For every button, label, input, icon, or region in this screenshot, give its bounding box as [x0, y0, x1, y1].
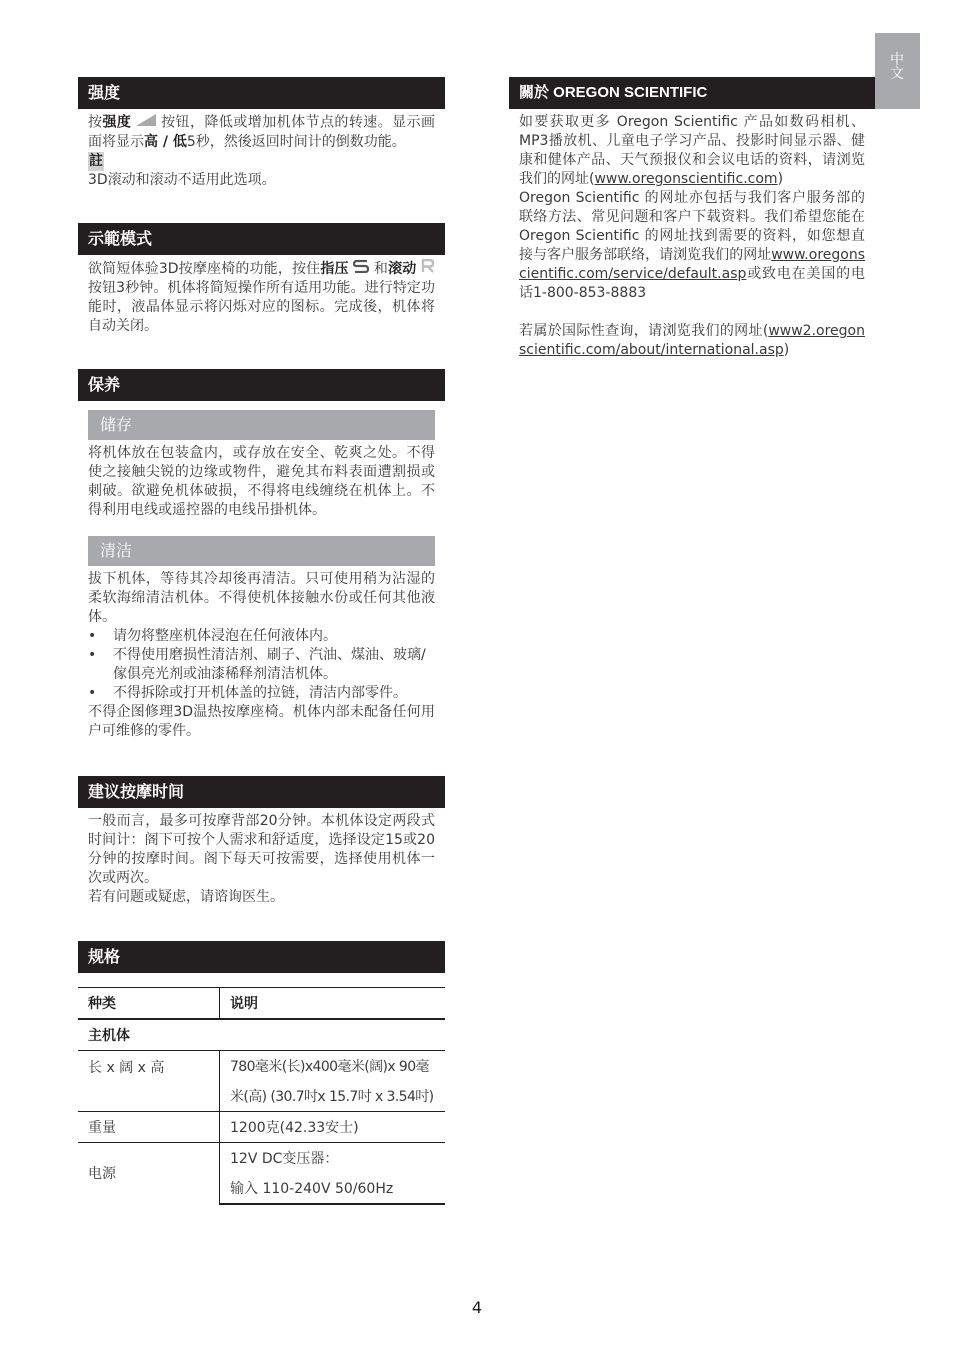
strength-bold-label: 强度 [102, 114, 132, 131]
spec-col-desc: 说明 [220, 987, 446, 1019]
note-text: 3D滚动和滚动不适用此选项。 [88, 171, 276, 188]
s-icon [353, 259, 369, 279]
cleaning-paragraph: 拔下机体，等待其冷却後再清洁。只可使用稍为沾湿的柔软海绵清洁机体。不得使机体接触水份或任何其他液体。 [88, 570, 435, 625]
table-row [78, 1142, 445, 1173]
about-text-f: ) [783, 342, 790, 358]
strength-text-c: 5秒，然後返回时间计的倒数功能。 [186, 133, 406, 150]
demo-paragraph [78, 259, 445, 336]
storage-subheading: 储存 [88, 410, 435, 440]
cleaning-end-paragraph: 不得企图修理3D温热按摩座椅。机体内部未配备任何用户可维修的零件。 [88, 703, 435, 739]
spec-value: 输入 110-240V 50/60Hz [220, 1173, 446, 1204]
list-item: • 不得使用磨损性清洁剂、刷子、汽油、煤油、玻璃/傢俱亮光剂或油漆稀释剂清洁机体。 [88, 646, 435, 684]
page-number: 4 [471, 1298, 483, 1317]
massage-time-paragraph: 一般而言，最多可按摩背部20分钟。本机体设定两段式时间计：阁下可按个人需求和舒适度，选择设定15或20分钟的按摩时间。阁下每天可按需要，选择使用机体一次或两次。 [88, 812, 435, 886]
massage-time-advice: 若有问题或疑虑，请谘询医生。 [88, 888, 284, 905]
international-link[interactable]: www2.oregonscientific.com/about/international.asp [519, 323, 865, 358]
spec-key: 重量 [78, 1111, 220, 1142]
note-label: 註 [89, 152, 103, 169]
spec-value: 米(高) (30.7吋x 15.7吋 x 3.54吋) [230, 1088, 434, 1105]
list-item: • 请勿将整座机体浸泡在任何液体内。 [88, 627, 435, 646]
website-link[interactable]: www.oregonscientific.com [594, 171, 778, 187]
about-paragraph-2 [509, 189, 875, 303]
strength-paragraph [78, 113, 445, 152]
language-tab [875, 33, 920, 109]
demo-text-b: 按钮3秒钟。机体将简短操作所有适用功能。进行特定功能时，液晶体显示将闪烁对应的图标。完成後，机体将自动关闭。 [88, 279, 435, 334]
spec-key: 电源 [78, 1142, 220, 1204]
table-row [78, 1111, 445, 1142]
demo-heading: 示範模式 [78, 223, 445, 255]
storage-paragraph: 将机体放在包装盒内，或存放在安全、乾爽之处。不得使之接触尖锐的边缘或物件，避免其布料表面遭割损或刺破。欲避免机体破损，不得将电线缠绕在机体上。不得利用电线或遥控器的电线吊掛机体。 [88, 444, 435, 518]
massage-time-heading: 建议按摩时间 [78, 776, 445, 808]
left-column [78, 77, 445, 1205]
right-column [509, 77, 875, 360]
demo-bold-acupressure: 指压 [320, 260, 349, 277]
spec-col-type: 种类 [78, 987, 220, 1019]
table-row [78, 1050, 445, 1081]
about-text-a: 如要获取更多 Oregon Scientific 产品如数码相机、MP3播放机、儿童电子学习产品、投影时间显示器、健康和健体产品、天气预报仪和会议电话的资料，请浏览我们的网址( [519, 114, 865, 187]
spec-table [78, 987, 445, 1205]
demo-bold-roll: 滚动 [388, 260, 417, 277]
spec-key: 长 x 阔 x 高 [78, 1050, 220, 1111]
about-text-e: 若属於国际性查询，请浏览我们的网址( [519, 323, 769, 339]
r-icon [421, 259, 435, 279]
strength-bold-highlow: 高 / 低 [144, 133, 187, 150]
about-paragraph-1 [509, 113, 875, 189]
demo-text-and: 和 [369, 260, 389, 277]
about-paragraph-3 [509, 322, 875, 360]
strength-heading: 强度 [78, 77, 445, 109]
demo-text-a: 欲简短体验3D按摩座椅的功能，按住 [88, 260, 321, 277]
language-tab-label: 中文 [890, 52, 904, 82]
spec-value: 1200克(42.33安士) [220, 1111, 446, 1142]
list-item: • 不得拆除或打开机体盖的拉链，清洁内部零件。 [88, 684, 435, 703]
cleaning-bullet-list [78, 627, 445, 703]
about-text-b: ) [777, 171, 784, 187]
about-text-d: 或致电在美国的电话1-800-853-8883 [519, 266, 865, 301]
note-line [78, 152, 445, 171]
strength-text-b: 按钮，降低或增加机体节点的转速。显示画面将显示 [88, 114, 436, 150]
ramp-icon [136, 113, 156, 132]
spec-group-label: 主机体 [78, 1019, 445, 1051]
spec-value: 780毫米(长)x400毫米(阔)x 90毫 [220, 1050, 446, 1081]
spec-value: 12V DC变压器： [220, 1142, 446, 1173]
service-link[interactable]: www.oregonscientific.com/service/default.asp [519, 247, 865, 282]
spec-heading: 规格 [78, 941, 445, 973]
strength-text-a: 按 [88, 114, 103, 131]
about-heading: 關於 OREGON SCIENTIFIC [509, 77, 875, 109]
about-text-c: Oregon Scientific 的网址亦包括与我们客户服务部的联络方法、常见问题和客户下载资料。我们希望您能在 Oregon Scientific 的网址找到需要的资料，如您想直接与客户服务部联络，请浏览我们的网址 [519, 190, 865, 263]
table-row [78, 1019, 445, 1051]
care-heading: 保养 [78, 369, 445, 401]
cleaning-subheading: 清洁 [88, 536, 435, 566]
table-row [78, 987, 445, 1019]
